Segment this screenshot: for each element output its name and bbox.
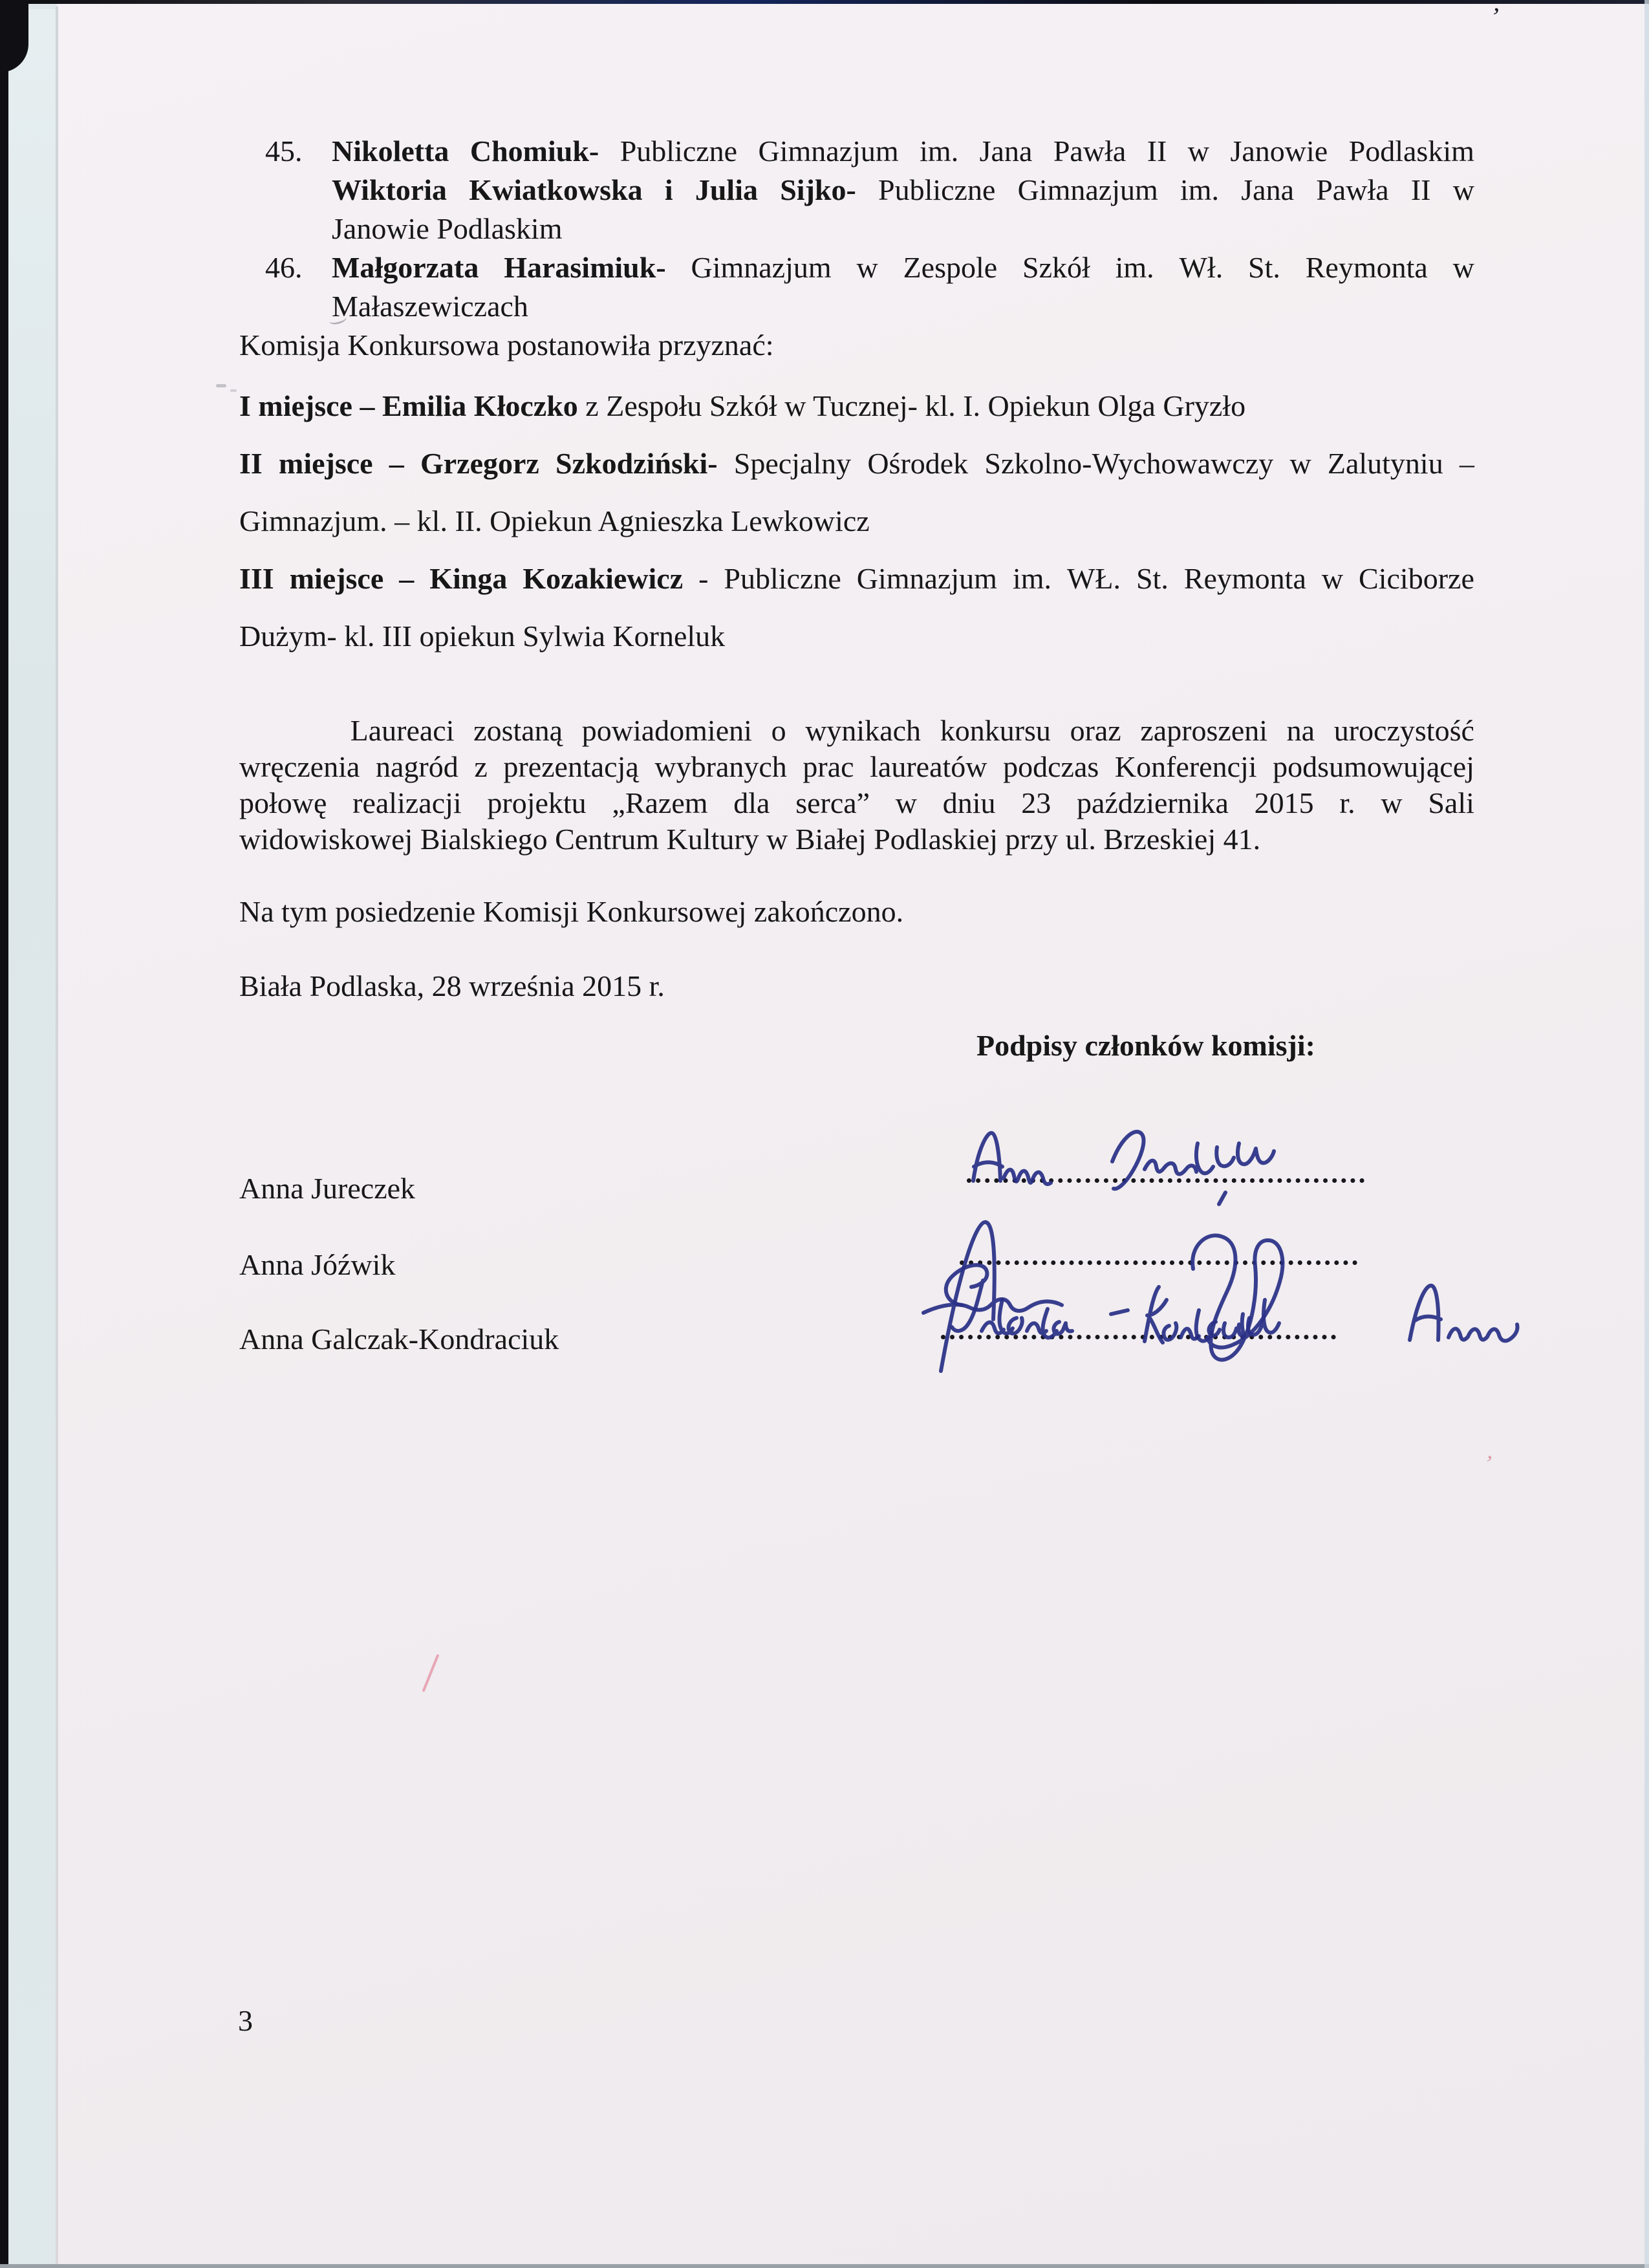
word: serca” (795, 786, 870, 819)
list-item-45-number: 45. (265, 135, 303, 167)
award-first-place: I miejsce – Emilia Kłoczko z Zespołu Szkół w Tucznej- kl. I. Opiekun Olga Gryzło (239, 389, 1246, 422)
scan-edge-right (1644, 0, 1649, 2268)
paper-edge-shadow (56, 6, 58, 2268)
word: im. (1115, 251, 1154, 284)
paragraph-line-3 (239, 785, 1474, 821)
scan-edge-bottom (0, 2264, 1649, 2268)
word: w (1381, 786, 1403, 819)
list-item-46-line-2: Małaszewiczach (332, 290, 528, 323)
word: w (856, 251, 878, 284)
word: wynikach (805, 714, 921, 747)
word: im. (1012, 562, 1051, 595)
award-second-place-cont: Gimnazjum. – kl. II. Opiekun Agnieszka Lewkowicz (239, 504, 870, 537)
page-number: 3 (238, 2004, 253, 2037)
list-item-46-number: 46. (265, 251, 303, 284)
word: Sali (1428, 786, 1474, 819)
word: II (1147, 135, 1167, 167)
word: – (399, 562, 415, 595)
word: na (1286, 714, 1315, 747)
word: dniu (942, 786, 996, 819)
word: w (895, 786, 918, 819)
word: w (1187, 135, 1210, 167)
word: wybranych (654, 750, 787, 783)
word: o (771, 714, 786, 747)
word: Pawła (1053, 135, 1126, 167)
list-item-45-line-3: Janowie Podlaskim (332, 212, 563, 245)
word: Janowie (1230, 135, 1328, 167)
word: wręczenia (239, 750, 360, 783)
word: realizacji (352, 786, 462, 819)
word: Publiczne (878, 173, 996, 206)
scan-edge-left (0, 0, 8, 2268)
word: – (1459, 447, 1474, 480)
word: Zespole (903, 251, 998, 284)
committee-member-name-3: Anna Galczak-Kondraciuk (239, 1323, 559, 1355)
word: nagród (376, 750, 458, 783)
word: Chomiuk- (469, 135, 599, 167)
signature-anna-jozwik (923, 1193, 1282, 1371)
word: i (664, 173, 673, 206)
word: Harasimiuk- (504, 251, 666, 284)
word: Kozakiewicz (523, 562, 684, 595)
award-third-place-cont: Dużym- kl. III opiekun Sylwia Korneluk (239, 620, 726, 653)
word: St. (1248, 251, 1280, 284)
word: Publiczne (724, 562, 841, 595)
scanner-strip-left (8, 9, 57, 2268)
word: Specjalny (733, 447, 852, 480)
word: Gimnazjum (758, 135, 899, 167)
word: Reymonta (1183, 562, 1306, 595)
word: im. (920, 135, 959, 167)
list-item-46-line-1 (332, 248, 1474, 287)
word: oraz (1070, 714, 1121, 747)
word: 23 (1021, 786, 1051, 819)
word: II (239, 447, 263, 480)
word: miejsce (279, 447, 373, 480)
word: prac (803, 750, 854, 783)
word: zostaną (473, 714, 563, 747)
word: miejsce (289, 562, 384, 595)
word: konkursu (940, 714, 1051, 747)
scan-edge-top (0, 0, 1649, 4)
word: - (698, 562, 709, 595)
word: Podlaskim (1348, 135, 1474, 167)
award-second-place (239, 444, 1474, 483)
signatures-heading: Podpisy członków komisji: (976, 1029, 1315, 1062)
word: St. (1136, 562, 1169, 595)
word: w (1452, 173, 1474, 206)
list-item-46 (265, 248, 1474, 326)
word: w (1289, 447, 1311, 480)
word: „Razem (612, 786, 708, 819)
word: Wiktoria (332, 173, 447, 206)
word: Konferencji (1114, 750, 1257, 783)
word: podsumowującej (1273, 750, 1474, 783)
signature-anna-jureczek (973, 1132, 1274, 1189)
word: im. (1180, 173, 1220, 206)
committee-member-name-2: Anna Jóźwik (239, 1248, 396, 1281)
closing-line: Na tym posiedzenie Komisji Konkursowej zakończono. (239, 895, 904, 928)
word: Kinga (429, 562, 508, 595)
word: Jana (979, 135, 1033, 167)
word: Szkół (1022, 251, 1090, 284)
word: III (239, 562, 274, 595)
stray-gray-mark-2 (230, 389, 237, 392)
list-item-45-text (332, 132, 1474, 248)
list-item-45-line-2 (332, 171, 1474, 210)
word: WŁ. (1066, 562, 1121, 595)
word: projektu (487, 786, 587, 819)
committee-member-name-1: Anna Jureczek (239, 1172, 416, 1205)
word: II (1410, 173, 1431, 206)
paragraph-line-2 (239, 749, 1474, 785)
word: Małgorzata (332, 251, 479, 284)
word: 2015 (1254, 786, 1314, 819)
stray-mark-top-right: ’ (1489, 1, 1502, 32)
paragraph-line-4: widowiskowej Bialskiego Centrum Kultury w Białej Podlaskiej przy ul. Brzeskiej 41. (239, 823, 1261, 856)
word: r. (1339, 786, 1355, 819)
word: Jana (1241, 173, 1295, 206)
stray-gray-mark-1 (216, 384, 226, 387)
word: Ciciborze (1359, 562, 1474, 595)
word: Reymonta (1305, 251, 1428, 284)
word: Zalutyniu (1327, 447, 1443, 480)
intro-line: Komisja Konkursowa postanowiła przyznać: (239, 329, 774, 362)
word: Kwiatkowska (469, 173, 643, 206)
word: prezentacją (503, 750, 639, 783)
word: Szkolno-Wychowawczy (984, 447, 1274, 480)
word: laureatów (870, 750, 987, 783)
paragraph-line-1 (239, 713, 1474, 749)
list-item-46-text (332, 248, 1474, 326)
word: Julia (695, 173, 758, 206)
word: dla (733, 786, 770, 819)
word: Nikoletta (332, 135, 449, 167)
word: Publiczne (620, 135, 738, 167)
word: powiadomieni (581, 714, 752, 747)
list-item-45-line-1 (332, 132, 1474, 171)
word: Wł. (1179, 251, 1223, 284)
word: Ośrodek (867, 447, 969, 480)
word: zaproszeni (1140, 714, 1268, 747)
word: Sijko- (780, 173, 856, 206)
word: połowę (239, 786, 327, 819)
word: Gimnazjum (1017, 173, 1158, 206)
award-third-place (239, 559, 1474, 598)
word: w (1452, 251, 1474, 284)
stray-pink-mark: ’ (1482, 1450, 1495, 1477)
dateline: Biała Podlaska, 28 września 2015 r. (239, 969, 665, 1002)
word: podczas (1003, 750, 1099, 783)
word: w (1321, 562, 1344, 595)
handwritten-signatures (841, 1099, 1591, 1410)
word: Szkodziński- (555, 447, 718, 480)
word: Gimnazjum (856, 562, 997, 595)
list-item-45 (265, 132, 1474, 248)
word: Pawła (1316, 173, 1389, 206)
winners-list (265, 132, 1474, 326)
word: uroczystość (1333, 714, 1474, 747)
word: października (1076, 786, 1229, 819)
word: Laureaci (350, 714, 455, 747)
word: Grzegorz (420, 447, 539, 480)
word: z (474, 750, 488, 783)
word: Gimnazjum (691, 251, 832, 284)
word: – (389, 447, 404, 480)
